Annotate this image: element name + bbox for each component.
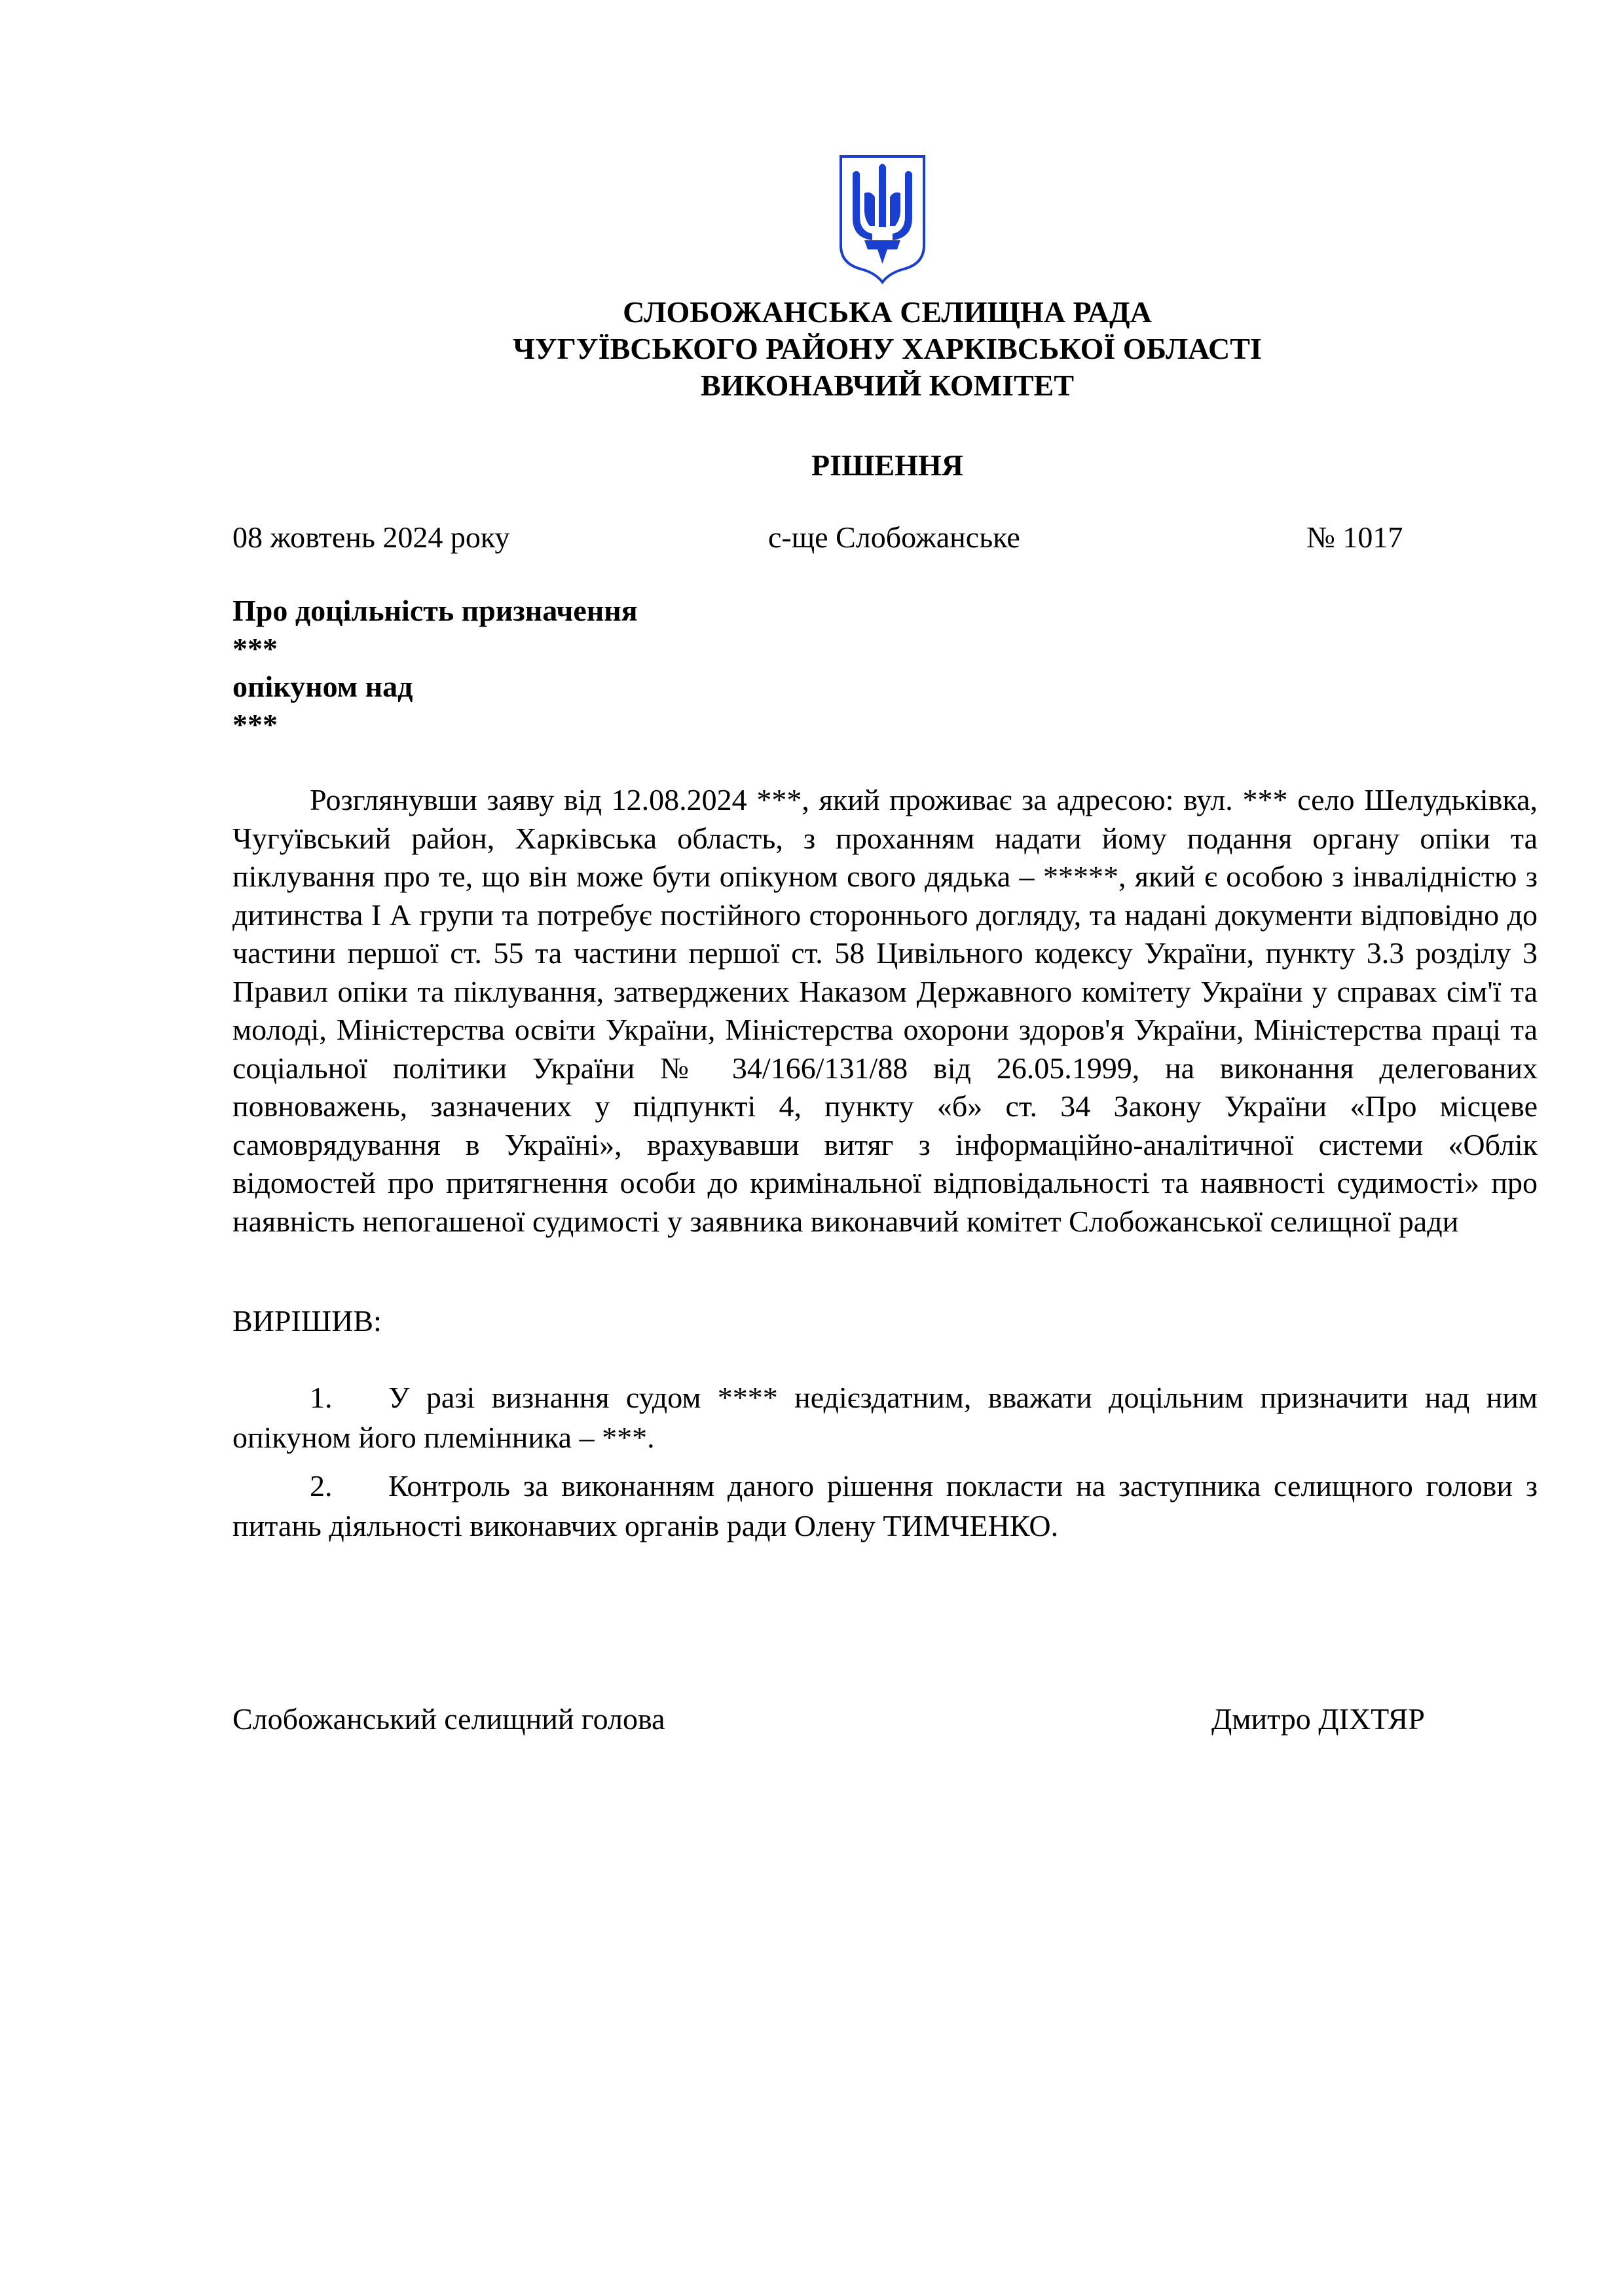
decision-subject — [232, 592, 638, 744]
subject-line: *** — [232, 708, 278, 741]
subject-line: Про доцільність призначення — [232, 594, 638, 627]
resolution-item — [232, 1377, 1538, 1457]
preamble-paragraph: Розглянувши заяву від 12.08.2024 ***, який проживає за адресою: вул. *** село Шелудьківка, Чугуївський район, Харківська область, з проханням надати йому подання органу опіки та піклування про те, що він може бути опікуном свого дядька – *****, який є особою з інвалідністю з дитинства І А групи та потребує постійного стороннього догляду, та надані документи відповідно до частини першої ст. 55 та частини першої ст. 58 Цивільного кодексу України, пункту 3.3 розділу 3 Правил опіки та піклування, затверджених Наказом Державного комітету України у справах сім'ї та молоді, Міністерства освіти України, Міністерства охорони здоров'я України, Міністерства праці та соціальної політики України № 34/166/131/88 від 26.05.1999, на виконання делегованих повноважень, зазначених у підпункті 4, пункту «б» ст. 34 Закону України «Про місцеве самоврядування в Україні», врахувавши витяг з інформаційно-аналітичної системи «Облік відомостей про притягнення особи до кримінальної відповідальності та наявності судимості» про наявність непогашеної судимості у заявника виконавчий комітет Слобожанської селищної ради — [232, 783, 1538, 1238]
item-number: 2. — [310, 1469, 333, 1503]
decided-label: ВИРІШИВ: — [232, 1304, 382, 1338]
document-title: РІШЕННЯ — [811, 448, 963, 482]
signatory-name: Дмитро ДІХТЯР — [1211, 1702, 1425, 1736]
ukraine-trident-emblem-icon — [838, 154, 927, 285]
item-text: Контроль за виконанням даного рішення покласти на заступника селищного голови з питань діяльності виконавчих органів ради Олену ТИМЧЕНКО. — [232, 1469, 1538, 1542]
decision-place: с-ще Слобожанське — [768, 520, 1020, 554]
district-name: ЧУГУЇВСЬКОГО РАЙОНУ ХАРКІВСЬКОЇ ОБЛАСТІ — [513, 332, 1262, 365]
decision-number: № 1017 — [1306, 520, 1403, 554]
council-name: СЛОБОЖАНСЬКА СЕЛИЩНА РАДА — [623, 295, 1152, 329]
item-number: 1. — [310, 1381, 333, 1414]
subject-line: опікуном над — [232, 670, 413, 703]
signatory-role: Слобожанський селищний голова — [232, 1702, 665, 1736]
subject-line: *** — [232, 632, 278, 665]
committee-name: ВИКОНАВЧИЙ КОМІТЕТ — [700, 369, 1074, 402]
resolution-item — [232, 1466, 1538, 1546]
decision-date: 08 жовтень 2024 року — [232, 520, 510, 554]
item-text: У разі визнання судом **** недієздатним, вважати доцільним призначити над ним опікуном його племінника – ***. — [232, 1381, 1538, 1454]
